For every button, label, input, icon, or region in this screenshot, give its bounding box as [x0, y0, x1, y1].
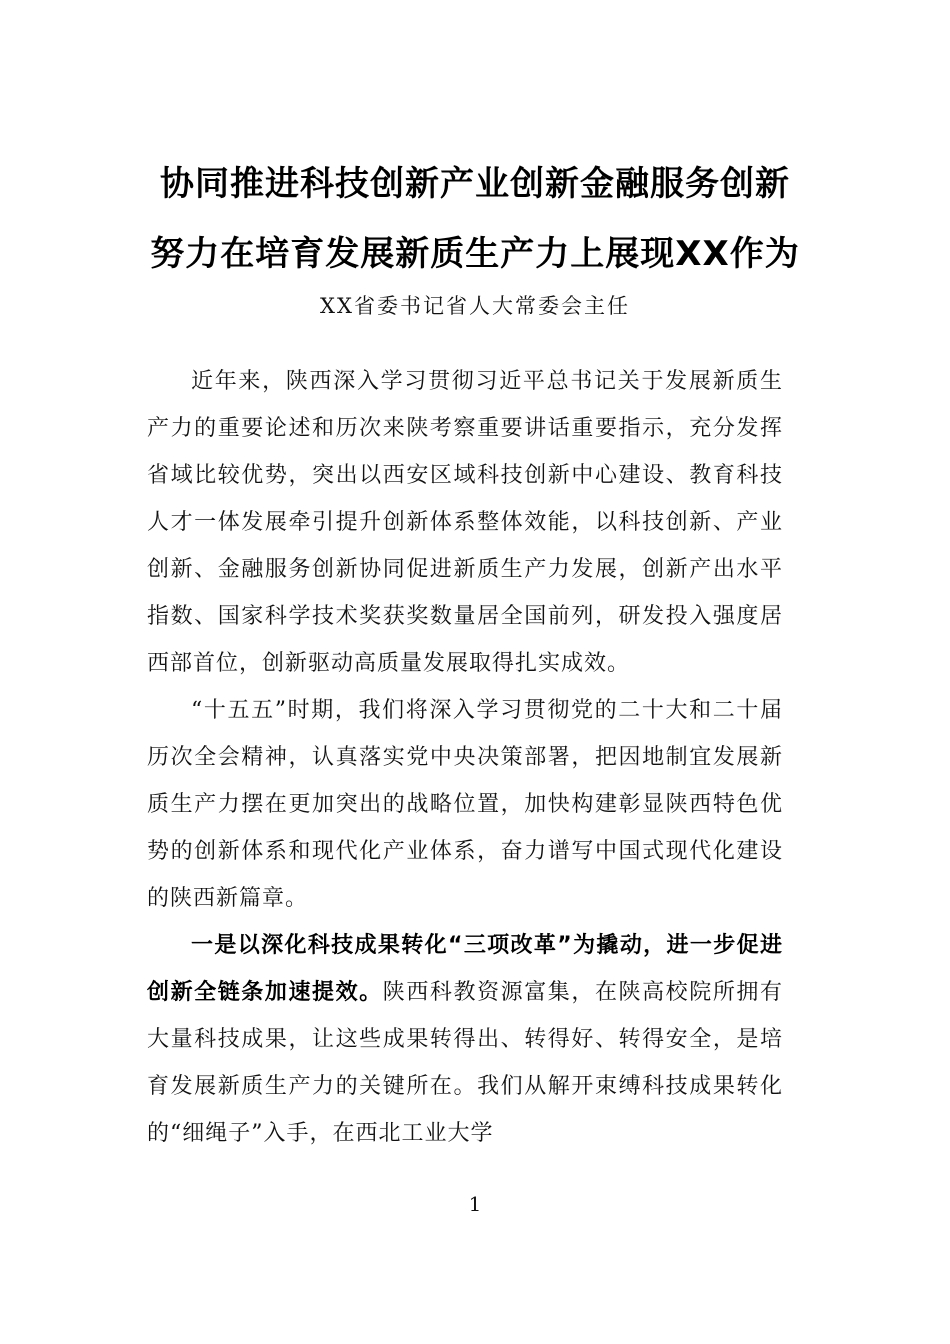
title-line-2: 努力在培育发展新质生产力上展现XX作为 — [150, 234, 800, 274]
paragraph-text: “十五五”时期，我们将深入学习贯彻党的二十大和二十届历次全会精神，认真落实党中央决策部署，把因地制宜发展新质生产力摆在更加突出的战略位置，加快构建彰显陕西特色优势的创新体系和现代化产业体系，奋力谱写中国式现代化建设的陕西新篇章。 — [147, 698, 783, 911]
paragraph-3 — [147, 922, 783, 1157]
paragraph-1 — [147, 358, 783, 687]
page-number: 1 — [468, 1192, 482, 1216]
author-line: XX省委书记省人大常委会主任 — [320, 294, 630, 318]
body-text — [147, 358, 783, 1157]
title-line-1: 协同推进科技创新产业创新金融服务创新 — [160, 164, 790, 204]
paragraph-text: 近年来，陕西深入学习贯彻习近平总书记关于发展新质生产力的重要论述和历次来陕考察重要讲话重要指示，充分发挥省域比较优势，突出以西安区域科技创新中心建设、教育科技人才一体发展牵引提升创新体系整体效能，以科技创新、产业创新、金融服务创新协同促进新质生产力发展，创新产出水平指数、国家科学技术奖获奖数量居全国前列，研发投入强度居西部首位，创新驱动高质量发展取得扎实成效。 — [147, 369, 783, 676]
paragraph-text: 陕西科教资源富集，在陕高校院所拥有大量科技成果，让这些成果转得出、转得好、转得安全，是培育发展新质生产力的关键所在。我们从解开束缚科技成果转化的“细绳子”入手，在西北工业大学 — [147, 980, 783, 1146]
paragraph-lead: 一是以深化科技成果转化“三项改革”为撬动，进一步促进创新全链条加速提效。 — [147, 933, 783, 1005]
paragraph-2 — [147, 687, 783, 922]
